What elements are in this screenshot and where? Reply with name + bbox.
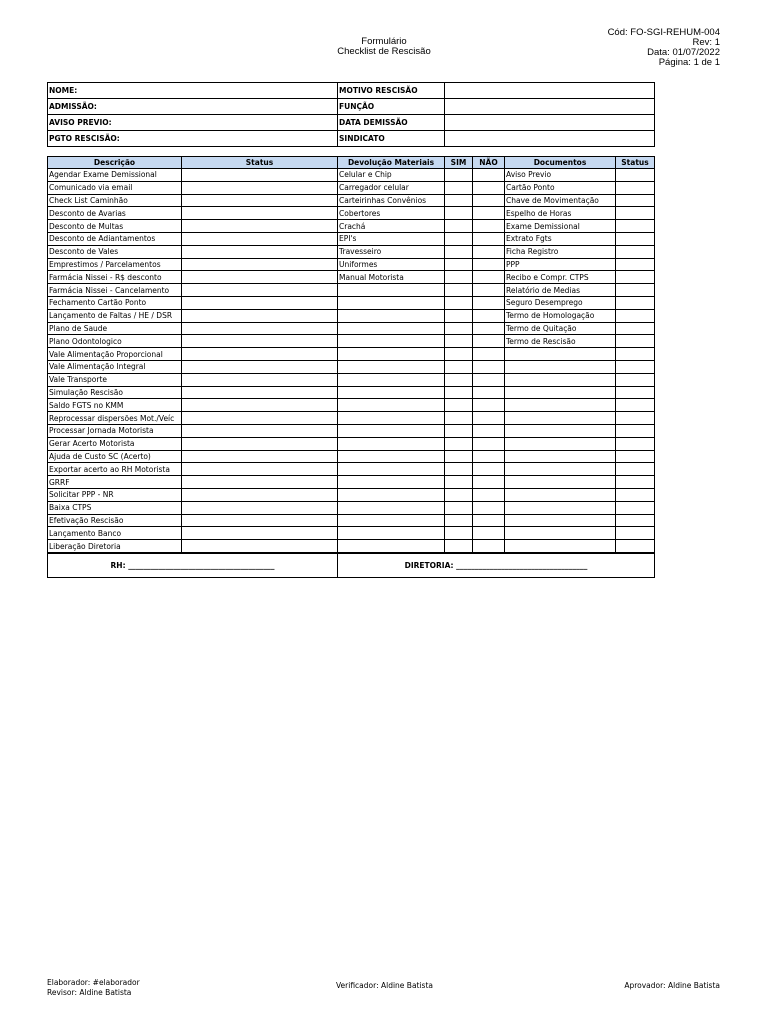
table-row [48, 220, 655, 233]
form-title: Formulário [361, 36, 407, 47]
status-docs-cell[interactable] [616, 424, 655, 437]
sim-cell[interactable] [445, 284, 473, 297]
status-cell[interactable] [182, 399, 338, 412]
devolucao-cell: Crachá [338, 220, 445, 233]
table-row [48, 360, 655, 373]
devolucao-cell[interactable] [338, 437, 445, 450]
nao-cell[interactable] [473, 220, 505, 233]
table-row [48, 463, 655, 476]
col-descricao: Descrição [48, 157, 182, 169]
devolucao-cell[interactable] [338, 284, 445, 297]
devolucao-cell[interactable] [338, 527, 445, 540]
devolucao-cell: Celular e Chip [338, 169, 445, 182]
nao-cell[interactable] [473, 450, 505, 463]
table-row [48, 488, 655, 501]
motivo-value-cell[interactable] [445, 83, 655, 99]
documentos-cell: PPP [505, 258, 616, 271]
descricao-cell: GRRF [48, 476, 182, 489]
status-cell[interactable] [182, 181, 338, 194]
devolucao-cell: Uniformes [338, 258, 445, 271]
nao-cell[interactable] [473, 424, 505, 437]
documentos-cell[interactable] [505, 527, 616, 540]
table-row [48, 527, 655, 540]
sim-cell[interactable] [445, 232, 473, 245]
checklist-table [47, 156, 655, 553]
status-cell[interactable] [182, 540, 338, 553]
nao-cell[interactable] [473, 514, 505, 527]
documentos-cell: Extrato Fgts [505, 232, 616, 245]
col-status: Status [182, 157, 338, 169]
descricao-cell: Fechamento Cartão Ponto [48, 296, 182, 309]
revisor-text: Revisor: Aldine Batista [47, 988, 132, 997]
status-cell[interactable] [182, 220, 338, 233]
status-cell[interactable] [182, 232, 338, 245]
status-docs-cell[interactable] [616, 514, 655, 527]
descricao-cell: Desconto de Avarias [48, 207, 182, 220]
sim-cell[interactable] [445, 386, 473, 399]
descricao-cell: Ajuda de Custo SC (Acerto) [48, 450, 182, 463]
sim-cell[interactable] [445, 373, 473, 386]
status-cell[interactable] [182, 527, 338, 540]
status-cell[interactable] [182, 258, 338, 271]
status-docs-cell[interactable] [616, 207, 655, 220]
nao-cell[interactable] [473, 373, 505, 386]
documentos-cell[interactable] [505, 514, 616, 527]
table-row [48, 476, 655, 489]
sim-cell[interactable] [445, 437, 473, 450]
devolucao-cell[interactable] [338, 386, 445, 399]
status-cell[interactable] [182, 424, 338, 437]
descricao-cell: Liberação Diretoria [48, 540, 182, 553]
status-cell[interactable] [182, 373, 338, 386]
devolucao-cell[interactable] [338, 463, 445, 476]
documentos-cell[interactable] [505, 399, 616, 412]
status-docs-cell[interactable] [616, 540, 655, 553]
checklist-header-row [48, 157, 655, 169]
nao-cell[interactable] [473, 540, 505, 553]
status-docs-cell[interactable] [616, 271, 655, 284]
nao-cell[interactable] [473, 476, 505, 489]
form-meta-block [608, 28, 720, 68]
documentos-cell[interactable] [505, 437, 616, 450]
sim-cell[interactable] [445, 450, 473, 463]
elaborador-text: Elaborador: #elaborador [47, 978, 140, 987]
status-docs-cell[interactable] [616, 373, 655, 386]
table-row [48, 181, 655, 194]
status-docs-cell[interactable] [616, 335, 655, 348]
documentos-cell[interactable] [505, 348, 616, 361]
sim-cell[interactable] [445, 527, 473, 540]
table-row [48, 424, 655, 437]
table-row [48, 540, 655, 553]
motivo-label: MOTIVO RESCISÃO [338, 83, 445, 99]
nao-cell[interactable] [473, 437, 505, 450]
sim-cell[interactable] [445, 348, 473, 361]
sim-cell[interactable] [445, 181, 473, 194]
devolucao-cell[interactable] [338, 348, 445, 361]
status-cell[interactable] [182, 322, 338, 335]
rh-signature[interactable]: RH: _______________________________________ [48, 554, 338, 578]
status-cell[interactable] [182, 194, 338, 207]
status-cell[interactable] [182, 463, 338, 476]
info-row [48, 131, 655, 147]
descricao-cell: Emprestimos / Parcelamentos [48, 258, 182, 271]
form-title-block [284, 37, 484, 57]
descricao-cell: Solicitar PPP - NR [48, 488, 182, 501]
form-rev: Rev: 1 [692, 37, 720, 48]
nao-cell[interactable] [473, 399, 505, 412]
documentos-cell: Recibo e Compr. CTPS [505, 271, 616, 284]
table-row [48, 412, 655, 425]
documentos-cell: Termo de Quitação [505, 322, 616, 335]
status-cell[interactable] [182, 296, 338, 309]
table-row [48, 296, 655, 309]
sim-cell[interactable] [445, 476, 473, 489]
devolucao-cell[interactable] [338, 322, 445, 335]
documentos-cell: Termo de Homologação [505, 309, 616, 322]
documentos-cell[interactable] [505, 450, 616, 463]
funcao-value-cell[interactable] [445, 99, 655, 115]
status-cell[interactable] [182, 309, 338, 322]
status-cell[interactable] [182, 284, 338, 297]
form-code: Cód: FO-SGI-REHUM-004 [607, 27, 720, 38]
documentos-cell: Espelho de Horas [505, 207, 616, 220]
devolucao-cell[interactable] [338, 296, 445, 309]
nao-cell[interactable] [473, 296, 505, 309]
nao-cell[interactable] [473, 284, 505, 297]
documentos-cell: Cartão Ponto [505, 181, 616, 194]
documentos-cell[interactable] [505, 488, 616, 501]
descricao-cell: Gerar Acerto Motorista [48, 437, 182, 450]
documentos-cell[interactable] [505, 501, 616, 514]
data-demissao-value-cell[interactable] [445, 115, 655, 131]
status-docs-cell[interactable] [616, 258, 655, 271]
data-demissao-label: DATA DEMISSÃO [338, 115, 445, 131]
table-row [48, 514, 655, 527]
status-cell[interactable] [182, 360, 338, 373]
status-docs-cell[interactable] [616, 527, 655, 540]
sim-cell[interactable] [445, 463, 473, 476]
devolucao-cell[interactable] [338, 540, 445, 553]
devolucao-cell: Carteirinhas Convênios [338, 194, 445, 207]
nao-cell[interactable] [473, 181, 505, 194]
status-docs-cell[interactable] [616, 463, 655, 476]
table-row [48, 271, 655, 284]
descricao-cell: Lançamento de Faltas / HE / DSR [48, 309, 182, 322]
status-cell[interactable] [182, 245, 338, 258]
descricao-cell: Agendar Exame Demissional [48, 169, 182, 182]
devolucao-cell: Manual Motorista [338, 271, 445, 284]
table-row [48, 437, 655, 450]
devolucao-cell[interactable] [338, 424, 445, 437]
table-row [48, 309, 655, 322]
descricao-cell: Vale Transporte [48, 373, 182, 386]
status-cell[interactable] [182, 271, 338, 284]
sim-cell[interactable] [445, 194, 473, 207]
nao-cell[interactable] [473, 348, 505, 361]
descricao-cell: Comunicado via email [48, 181, 182, 194]
descricao-cell: Vale Alimentação Proporcional [48, 348, 182, 361]
documentos-cell[interactable] [505, 412, 616, 425]
info-row [48, 115, 655, 131]
nao-cell[interactable] [473, 271, 505, 284]
form-date: Data: 01/07/2022 [647, 47, 720, 58]
signature-table [47, 553, 655, 578]
status-cell[interactable] [182, 386, 338, 399]
table-row [48, 245, 655, 258]
devolucao-cell: Carregador celular [338, 181, 445, 194]
col-documentos: Documentos [505, 157, 616, 169]
employee-info-table [47, 82, 655, 147]
sindicato-value-cell[interactable] [445, 131, 655, 147]
info-row [48, 99, 655, 115]
status-cell[interactable] [182, 169, 338, 182]
status-cell[interactable] [182, 335, 338, 348]
status-docs-cell[interactable] [616, 220, 655, 233]
sim-cell[interactable] [445, 207, 473, 220]
documentos-cell[interactable] [505, 386, 616, 399]
status-docs-cell[interactable] [616, 412, 655, 425]
documentos-cell: Chave de Movimentação [505, 194, 616, 207]
devolucao-cell[interactable] [338, 373, 445, 386]
nao-cell[interactable] [473, 501, 505, 514]
sindicato-label: SINDICATO [338, 131, 445, 147]
status-docs-cell[interactable] [616, 501, 655, 514]
descricao-cell: Farmácia Nissei - R$ desconto [48, 271, 182, 284]
status-docs-cell[interactable] [616, 437, 655, 450]
table-row [48, 386, 655, 399]
descricao-cell: Saldo FGTS no KMM [48, 399, 182, 412]
devolucao-cell[interactable] [338, 476, 445, 489]
documentos-cell[interactable] [505, 360, 616, 373]
sim-cell[interactable] [445, 514, 473, 527]
descricao-cell: Check List Caminhão [48, 194, 182, 207]
sim-cell[interactable] [445, 360, 473, 373]
aviso-label: AVISO PREVIO: [48, 115, 338, 131]
documentos-cell: Termo de Rescisão [505, 335, 616, 348]
status-docs-cell[interactable] [616, 181, 655, 194]
descricao-cell: Farmácia Nissei - Cancelamento [48, 284, 182, 297]
status-docs-cell[interactable] [616, 360, 655, 373]
descricao-cell: Vale Alimentação Integral [48, 360, 182, 373]
sim-cell[interactable] [445, 296, 473, 309]
col-nao: NÃO [473, 157, 505, 169]
info-row [48, 83, 655, 99]
devolucao-cell[interactable] [338, 514, 445, 527]
descricao-cell: Desconto de Multas [48, 220, 182, 233]
documentos-cell[interactable] [505, 373, 616, 386]
status-cell[interactable] [182, 412, 338, 425]
table-row [48, 399, 655, 412]
status-docs-cell[interactable] [616, 194, 655, 207]
status-docs-cell[interactable] [616, 232, 655, 245]
documentos-cell: Seguro Desemprego [505, 296, 616, 309]
devolucao-cell[interactable] [338, 412, 445, 425]
descricao-cell: Desconto de Adiantamentos [48, 232, 182, 245]
table-row [48, 450, 655, 463]
status-cell[interactable] [182, 450, 338, 463]
sim-cell[interactable] [445, 271, 473, 284]
status-cell[interactable] [182, 501, 338, 514]
devolucao-cell[interactable] [338, 450, 445, 463]
aprovador-text: Aprovador: Aldine Batista [624, 981, 720, 990]
descricao-cell: Plano Odontologico [48, 335, 182, 348]
table-row [48, 194, 655, 207]
status-cell[interactable] [182, 207, 338, 220]
signature-row [48, 554, 655, 578]
status-cell[interactable] [182, 488, 338, 501]
nao-cell[interactable] [473, 245, 505, 258]
funcao-label: FUNÇÃO [338, 99, 445, 115]
verificador-text: Verificador: Aldine Batista [336, 981, 434, 990]
status-docs-cell[interactable] [616, 399, 655, 412]
devolucao-cell[interactable] [338, 399, 445, 412]
nao-cell[interactable] [473, 360, 505, 373]
devolucao-cell: Travesseiro [338, 245, 445, 258]
documentos-cell[interactable] [505, 476, 616, 489]
status-cell[interactable] [182, 348, 338, 361]
table-row [48, 258, 655, 271]
sim-cell[interactable] [445, 258, 473, 271]
status-docs-cell[interactable] [616, 169, 655, 182]
admissao-label: ADMISSÃO: [48, 99, 338, 115]
nao-cell[interactable] [473, 169, 505, 182]
documentos-cell[interactable] [505, 463, 616, 476]
nao-cell[interactable] [473, 309, 505, 322]
nao-cell[interactable] [473, 207, 505, 220]
devolucao-cell: Cobertores [338, 207, 445, 220]
documentos-cell: Aviso Previo [505, 169, 616, 182]
col-sim: SIM [445, 157, 473, 169]
table-row [48, 322, 655, 335]
documentos-cell[interactable] [505, 424, 616, 437]
devolucao-cell[interactable] [338, 488, 445, 501]
pgto-label: PGTO RESCISÃO: [48, 131, 338, 147]
form-subtitle: Checklist de Rescisão [337, 46, 431, 57]
nao-cell[interactable] [473, 488, 505, 501]
documentos-cell: Exame Demissional [505, 220, 616, 233]
descricao-cell: Plano de Saude [48, 322, 182, 335]
sim-cell[interactable] [445, 501, 473, 514]
documentos-cell: Ficha Registro [505, 245, 616, 258]
sim-cell[interactable] [445, 399, 473, 412]
status-cell[interactable] [182, 514, 338, 527]
table-row [48, 207, 655, 220]
status-docs-cell[interactable] [616, 296, 655, 309]
nao-cell[interactable] [473, 335, 505, 348]
documentos-cell: Relatório de Medias [505, 284, 616, 297]
status-docs-cell[interactable] [616, 476, 655, 489]
table-row [48, 232, 655, 245]
form-page: Página: 1 de 1 [658, 57, 720, 68]
status-cell[interactable] [182, 476, 338, 489]
table-row [48, 501, 655, 514]
nao-cell[interactable] [473, 412, 505, 425]
col-status-docs: Status [616, 157, 655, 169]
sim-cell[interactable] [445, 220, 473, 233]
status-docs-cell[interactable] [616, 309, 655, 322]
sim-cell[interactable] [445, 335, 473, 348]
nao-cell[interactable] [473, 232, 505, 245]
devolucao-cell[interactable] [338, 309, 445, 322]
devolucao-cell[interactable] [338, 335, 445, 348]
diretoria-signature[interactable]: DIRETORIA: ___________________________________ [338, 554, 655, 578]
sim-cell[interactable] [445, 169, 473, 182]
table-row [48, 169, 655, 182]
sim-cell[interactable] [445, 309, 473, 322]
descricao-cell: Simulação Rescisão [48, 386, 182, 399]
sim-cell[interactable] [445, 424, 473, 437]
col-devolucao: Devolução Materiais [338, 157, 445, 169]
descricao-cell: Lançamento Banco [48, 527, 182, 540]
nao-cell[interactable] [473, 194, 505, 207]
nao-cell[interactable] [473, 258, 505, 271]
status-docs-cell[interactable] [616, 322, 655, 335]
descricao-cell: Baixa CTPS [48, 501, 182, 514]
nao-cell[interactable] [473, 463, 505, 476]
devolucao-cell[interactable] [338, 360, 445, 373]
nome-label: NOME: [48, 83, 338, 99]
status-docs-cell[interactable] [616, 284, 655, 297]
descricao-cell: Efetivação Rescisão [48, 514, 182, 527]
descricao-cell: Processar Jornada Motorista [48, 424, 182, 437]
table-row [48, 348, 655, 361]
sim-cell[interactable] [445, 540, 473, 553]
status-docs-cell[interactable] [616, 450, 655, 463]
documentos-cell[interactable] [505, 540, 616, 553]
sim-cell[interactable] [445, 412, 473, 425]
sim-cell[interactable] [445, 488, 473, 501]
descricao-cell: Desconto de Vales [48, 245, 182, 258]
status-docs-cell[interactable] [616, 488, 655, 501]
descricao-cell: Exportar acerto ao RH Motorista [48, 463, 182, 476]
status-docs-cell[interactable] [616, 245, 655, 258]
devolucao-cell[interactable] [338, 501, 445, 514]
devolucao-cell: EPI's [338, 232, 445, 245]
nao-cell[interactable] [473, 322, 505, 335]
table-row [48, 335, 655, 348]
status-cell[interactable] [182, 437, 338, 450]
sim-cell[interactable] [445, 245, 473, 258]
table-row [48, 373, 655, 386]
descricao-cell: Reprocessar dispersões Mot./Veíc [48, 412, 182, 425]
status-docs-cell[interactable] [616, 348, 655, 361]
nao-cell[interactable] [473, 527, 505, 540]
nao-cell[interactable] [473, 386, 505, 399]
table-row [48, 284, 655, 297]
footer-left [47, 978, 140, 998]
sim-cell[interactable] [445, 322, 473, 335]
status-docs-cell[interactable] [616, 386, 655, 399]
